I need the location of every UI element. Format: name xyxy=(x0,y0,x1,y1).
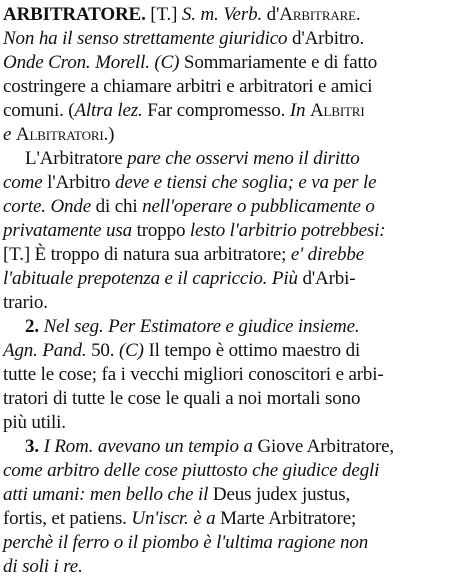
text-segment: 2. xyxy=(25,316,44,337)
text-segment: corte. Onde xyxy=(3,196,96,217)
text-segment: Non ha il senso strettamente giuridico xyxy=(3,28,292,49)
entry-line-15 xyxy=(3,339,465,363)
text-segment: l'Arbitro xyxy=(47,172,115,193)
text-segment: [T.] È troppo di natura sua arbitratore; xyxy=(3,244,291,265)
text-segment: Albitratori xyxy=(15,124,104,145)
text-segment: Onde Cron. Morell. (C) xyxy=(3,52,184,73)
text-segment: Agn. Pand. xyxy=(3,340,92,361)
text-segment: trario. xyxy=(3,292,48,313)
text-segment: d'Arbi- xyxy=(302,268,356,289)
text-segment: Più xyxy=(271,268,303,289)
text-segment: l'abituale prepotenza e il capriccio. xyxy=(3,268,272,289)
text-segment: pare che osservi meno il diritto xyxy=(127,148,360,169)
text-segment: troppo xyxy=(136,220,190,241)
text-segment: tutte le cose; fa i vecchi migliori conoscitori e arbi- xyxy=(3,364,384,385)
entry-line-23 xyxy=(3,531,465,555)
text-segment: e xyxy=(3,124,16,145)
text-segment: d' xyxy=(266,4,280,25)
text-segment: tratori di tutte le cose le quali a noi mortali sono xyxy=(3,388,361,409)
text-segment: come arbitro delle cose piuttosto che giudice degli xyxy=(3,460,380,481)
entry-line-13 xyxy=(3,291,465,315)
entry-line-18 xyxy=(3,411,465,435)
text-segment: lesto l'arbitrio potrebbesi: xyxy=(189,220,386,241)
text-segment: più utili. xyxy=(3,412,66,433)
entry-line-20 xyxy=(3,459,465,483)
entry-line-17 xyxy=(3,387,465,411)
text-segment: e' direbbe xyxy=(290,244,364,265)
text-segment: fortis, et patiens. xyxy=(3,508,132,529)
entry-body xyxy=(3,27,465,579)
entry-line-10 xyxy=(3,219,465,243)
entry-line-19 xyxy=(3,435,465,459)
entry-line-22 xyxy=(3,507,465,531)
text-segment: Nel seg. Per Estimatore e giudice insieme. xyxy=(43,316,360,337)
entry-line-12 xyxy=(3,267,465,291)
entry-line-2 xyxy=(3,27,465,51)
text-segment: d'Arbitro. xyxy=(291,28,365,49)
text-segment: Albitri xyxy=(309,100,365,121)
entry-line-6 xyxy=(3,123,465,147)
entry-line-8 xyxy=(3,171,465,195)
text-segment: Marte Arbitratore; xyxy=(220,508,357,529)
entry-line-5 xyxy=(3,99,465,123)
text-segment: Far compromesso. xyxy=(147,100,290,121)
text-segment: Altra lez. xyxy=(74,100,148,121)
entry-line-16 xyxy=(3,363,465,387)
entry-line-3 xyxy=(3,51,465,75)
entry-line-4 xyxy=(3,75,465,99)
text-segment: Un'iscr. è a xyxy=(131,508,221,529)
headword: ARBITRATORE. xyxy=(3,4,146,25)
text-segment: Il tempo è ottimo maestro di xyxy=(148,340,361,361)
text-segment: costringere a chiamare arbitri e arbitratori e amici xyxy=(3,76,373,97)
entry-line-7 xyxy=(3,147,465,171)
text-segment: S. m. Verb. xyxy=(181,4,267,25)
text-segment: 50. xyxy=(91,340,119,361)
text-segment: L'Arbitratore xyxy=(25,148,128,169)
text-segment: (C) xyxy=(118,340,149,361)
entry-line-24 xyxy=(3,555,465,579)
text-segment: 3. xyxy=(25,436,44,457)
text-segment: perchè il ferro o il piombo è l'ultima ragione non xyxy=(3,532,369,553)
text-segment: I Rom. avevano un tempio a xyxy=(43,436,258,457)
text-segment: di soli i re. xyxy=(3,556,83,577)
text-segment: Sommariamente e di fatto xyxy=(183,52,378,73)
text-segment: In xyxy=(289,100,310,121)
entry-line-1 xyxy=(3,3,465,27)
entry-line-14 xyxy=(3,315,465,339)
text-segment: Giove Arbitratore, xyxy=(257,436,395,457)
text-segment: comuni. ( xyxy=(3,100,75,121)
text-segment: Deus judex justus, xyxy=(212,484,351,505)
dictionary-entry xyxy=(3,3,465,579)
text-segment: atti umani: men bello che il xyxy=(3,484,213,505)
text-segment: [T.] xyxy=(150,4,182,25)
text-segment: Arbitrare. xyxy=(279,4,361,25)
text-segment: come xyxy=(3,172,48,193)
entry-line-9 xyxy=(3,195,465,219)
text-segment: nell'operare o pubblicamente o xyxy=(142,196,375,217)
text-segment: .) xyxy=(103,124,115,145)
text-segment: deve e tiensi che soglia; e va per le xyxy=(114,172,377,193)
text-segment: di chi xyxy=(95,196,143,217)
entry-line-1-rest xyxy=(150,4,360,25)
text-segment: privatamente usa xyxy=(3,220,137,241)
entry-line-11 xyxy=(3,243,465,267)
entry-line-21 xyxy=(3,483,465,507)
